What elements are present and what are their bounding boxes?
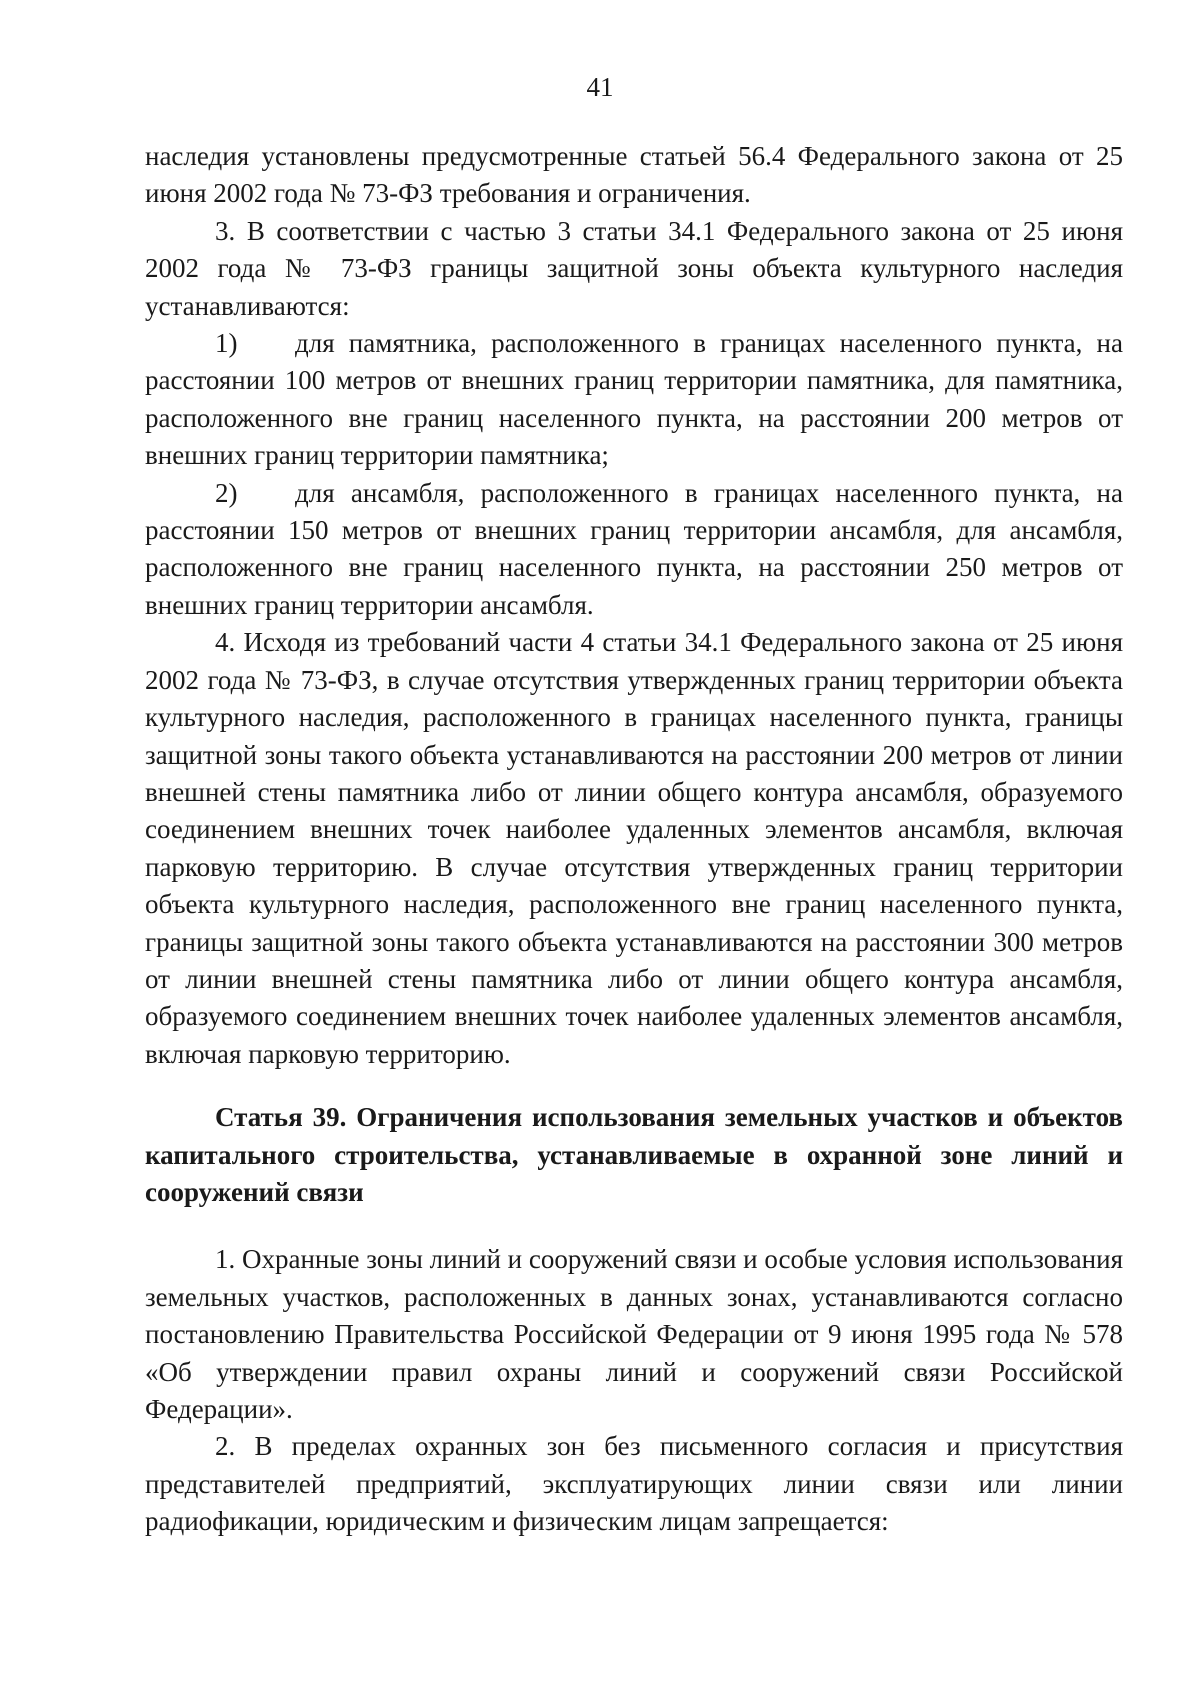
list-item-1-number: 1) (215, 328, 238, 359)
list-item-1-text: для памятника, расположенного в границах населенного пункта, на расстоянии 100 метров от внешних границ территории памятника, для памятника, расположенного вне границ населенного пункта, на расстоянии 200 метров от внешних границ территории памятника; (145, 328, 1123, 471)
list-item-2-text: для ансамбля, расположенного в границах населенного пункта, на расстоянии 150 метров от внешних границ территории ансамбля, для ансамбля, расположенного вне границ населенного пункта, на расстоянии 250 метров от внешних границ территории ансамбля. (145, 477, 1123, 620)
paragraph-item-4: 4. Исходя из требований части 4 статьи 34.1 Федерального закона от 25 июня 2002 года № 73-ФЗ, в случае отсутствия утвержденных границ территории объекта культурного наследия, расположенного в границах населенного пункта, границы защитной зоны такого объекта устанавливаются на расстоянии 200 метров от линии внешней стены памятника либо от линии общего контура ансамбля, образуемого соединением внешних точек наиболее удаленных элементов ансамбля, включая парковую территорию. В случае отсутствия утвержденных границ территории объекта культурного наследия, расположенного вне границ населенного пункта, границы защитной зоны такого объекта устанавливаются на расстоянии 300 метров от линии внешней стены памятника либо от линии общего контура ансамбля, образуемого соединением внешних точек наиболее удаленных элементов ансамбля, включая парковую территорию. (145, 627, 1123, 1069)
list-item-2 (145, 475, 1123, 625)
list-item-1 (145, 325, 1123, 475)
article-paragraph-2: 2. В пределах охранных зон без письменного согласия и присутствия представителей предприятий, эксплуатирующих линии связи или линии радиофикации, юридическим и физическим лицам запрещается: (145, 1431, 1123, 1537)
article-heading: Статья 39. Ограничения использования земельных участков и объектов капитального строительства, устанавливаемые в охранной зоне линий и сооружений связи (145, 1102, 1123, 1207)
paragraph-item-3: 3. В соответствии с частью 3 статьи 34.1 Федерального закона от 25 июня 2002 года № 73-ФЗ границы защитной зоны объекта культурного наследия устанавливаются: (145, 215, 1123, 321)
paragraph-continuation: наследия установлены предусмотренные статьей 56.4 Федерального закона от 25 июня 2002 года № 73-ФЗ требования и ограничения. (145, 141, 1123, 209)
list-item-2-number: 2) (215, 477, 238, 508)
document-body (145, 138, 1123, 1541)
article-paragraph-1: 1. Охранные зоны линий и сооружений связи и особые условия использования земельных участков, расположенных в данных зонах, устанавливаются согласно постановлению Правительства Российской Федерации от 9 июня 1995 года № 578 «Об утверждении правил охраны линий и сооружений связи Российской Федерации». (145, 1244, 1123, 1424)
page-number: 41 (586, 72, 614, 102)
